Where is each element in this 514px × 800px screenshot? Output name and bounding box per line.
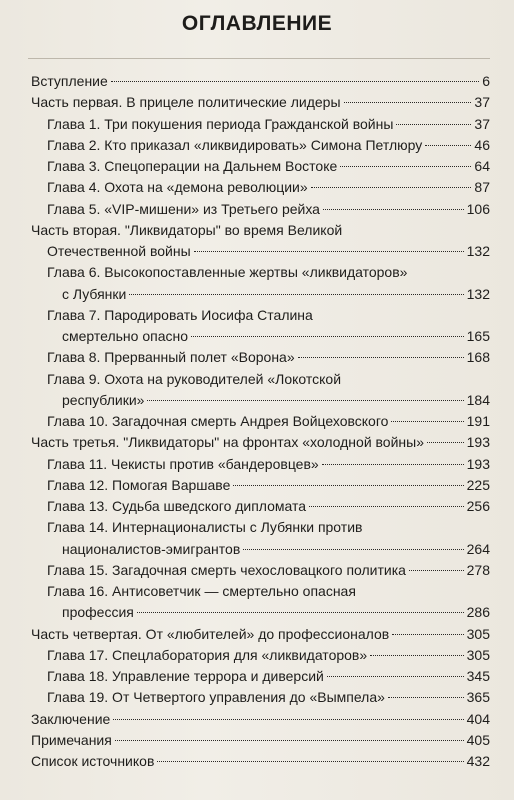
toc-page-number: 191 — [466, 413, 490, 429]
dot-leader — [323, 209, 464, 210]
toc-entry[interactable] — [0, 432, 514, 453]
toc-page-number: 405 — [466, 731, 490, 748]
toc-page-number: 264 — [466, 540, 490, 557]
toc-entry[interactable] — [0, 454, 514, 475]
toc-entry[interactable] — [0, 581, 514, 602]
toc-entry-title: Примечания — [31, 731, 112, 748]
toc-entry-title: Глава 15. Загадочная смерть чехословацкого политика — [47, 561, 406, 578]
dot-leader — [113, 719, 463, 720]
toc-page-number: 432 — [466, 753, 490, 769]
toc-entry-continuation[interactable] — [0, 284, 514, 305]
dot-leader — [322, 464, 464, 465]
toc-entry-title: Глава 13. Судьба шведского дипломата — [47, 498, 307, 514]
dot-leader — [147, 400, 463, 401]
dot-leader — [111, 81, 479, 82]
dot-leader — [129, 294, 463, 295]
toc-entry[interactable] — [0, 687, 514, 708]
toc-entry-title: республики» — [62, 391, 145, 408]
dot-leader — [392, 634, 463, 635]
divider — [28, 58, 490, 59]
toc-entry[interactable] — [0, 305, 514, 326]
toc-entry[interactable] — [0, 560, 514, 581]
toc-entry[interactable] — [0, 730, 514, 751]
toc-entry-title: Список источников — [31, 753, 155, 769]
dot-leader — [409, 570, 464, 571]
toc-page-number: 365 — [466, 689, 490, 706]
dot-leader — [191, 336, 464, 337]
toc-entry-title: Заключение — [31, 710, 111, 727]
toc-entry-continuation[interactable] — [0, 241, 514, 262]
toc-entry[interactable] — [0, 92, 514, 113]
toc-entry-title: Отечественной войны — [47, 243, 191, 259]
toc-page-number: 193 — [466, 455, 490, 472]
toc-entry-title: Глава 19. От Четвертого управления до «Вымпела» — [47, 689, 385, 706]
toc-entry-title: Глава 8. Прерванный полет «Ворона» — [47, 349, 295, 366]
toc-entry[interactable] — [0, 262, 514, 283]
toc-entry-title: Вступление — [31, 73, 108, 89]
toc-entry-title: Глава 6. Высокопоставленные жертвы «ликвидаторов» — [47, 264, 408, 281]
toc-entry[interactable] — [0, 71, 514, 92]
toc-page-number: 106 — [466, 200, 490, 217]
toc-entry[interactable] — [0, 156, 514, 177]
toc-entry[interactable] — [0, 517, 514, 538]
toc-page-number: 168 — [466, 349, 490, 366]
toc-entry[interactable] — [0, 347, 514, 368]
toc-page-number: 132 — [466, 285, 490, 302]
toc-page-number: 37 — [474, 115, 490, 132]
toc-entry-title: с Лубянки — [62, 285, 127, 302]
toc-page-number: 345 — [466, 668, 490, 684]
toc-entry-title: Глава 12. Помогая Варшаве — [47, 476, 231, 493]
toc-entry-title: Глава 1. Три покушения периода Гражданской войны — [47, 115, 394, 132]
toc-entry[interactable] — [0, 496, 514, 517]
dot-leader — [425, 145, 471, 146]
dot-leader — [340, 166, 471, 167]
toc-page-number: 46 — [474, 136, 490, 153]
toc-entry-continuation[interactable] — [0, 326, 514, 347]
toc-entry-title: Глава 3. Спецоперации на Дальнем Востоке — [47, 158, 338, 174]
dot-leader — [243, 549, 463, 550]
dot-leader — [396, 124, 471, 125]
dot-leader — [115, 740, 464, 741]
toc-entry-title: смертельно опасно — [62, 328, 189, 344]
toc-page-number: 165 — [466, 328, 490, 344]
toc-entry-continuation[interactable] — [0, 602, 514, 623]
dot-leader — [298, 357, 464, 358]
toc-entry[interactable] — [0, 475, 514, 496]
toc-entry-title: Глава 5. «VIP-мишени» из Третьего рейха — [47, 200, 320, 217]
toc-entry[interactable] — [0, 666, 514, 687]
dot-leader — [137, 612, 464, 613]
dot-leader — [309, 506, 464, 507]
toc-entry-title: Глава 9. Охота на руководителей «Локотской — [47, 370, 342, 387]
toc-entry[interactable] — [0, 411, 514, 432]
toc-page-number: 193 — [466, 434, 490, 451]
dot-leader — [391, 421, 463, 422]
toc-entry-title: Часть третья. "Ликвидаторы" на фронтах «холодной войны» — [31, 434, 424, 451]
toc-entry-title: профессия — [62, 604, 134, 621]
toc-entry-title: Глава 18. Управление террора и диверсий — [47, 668, 324, 684]
dot-leader — [194, 251, 464, 252]
toc-page-number: 286 — [466, 604, 490, 621]
toc-page-number: 256 — [466, 498, 490, 514]
toc-entry-title: Глава 7. Пародировать Иосифа Сталина — [47, 306, 313, 323]
toc-entry-title: Часть четвертая. От «любителей» до профессионалов — [31, 625, 390, 642]
toc-entry[interactable] — [0, 709, 514, 730]
toc-page-number: 6 — [482, 73, 490, 89]
toc-entry[interactable] — [0, 624, 514, 645]
toc-entry-title: Часть первая. В прицеле политические лидеры — [31, 94, 341, 111]
toc-page-number: 184 — [466, 391, 490, 408]
dot-leader — [427, 442, 464, 443]
toc-entry[interactable] — [0, 199, 514, 220]
table-of-contents — [0, 71, 514, 772]
dot-leader — [344, 102, 472, 103]
dot-leader — [370, 655, 463, 656]
toc-entry-title: Глава 11. Чекисты против «бандеровцев» — [47, 455, 319, 472]
dot-leader — [388, 697, 464, 698]
dot-leader — [233, 485, 463, 486]
toc-entry-title: националистов-эмигрантов — [62, 540, 241, 557]
toc-entry-title: Глава 10. Загадочная смерть Андрея Войцеховского — [47, 413, 389, 429]
toc-entry[interactable] — [0, 114, 514, 135]
page-title: ОГЛАВЛЕНИЕ — [181, 12, 333, 35]
toc-entry-title: Глава 17. Спецлаборатория для «ликвидаторов» — [47, 646, 368, 663]
toc-page-number: 225 — [466, 476, 490, 493]
toc-entry-continuation[interactable] — [0, 390, 514, 411]
toc-page-number: 278 — [466, 561, 490, 578]
dot-leader — [327, 676, 464, 677]
toc-page-number: 87 — [474, 179, 490, 196]
toc-entry-title: Глава 4. Охота на «демона революции» — [47, 179, 308, 196]
toc-entry-title: Глава 16. Антисоветчик — смертельно опасная — [47, 583, 356, 599]
dot-leader — [311, 187, 472, 188]
toc-page-number: 132 — [466, 243, 490, 259]
toc-entry[interactable] — [0, 645, 514, 666]
toc-entry[interactable] — [0, 751, 514, 772]
toc-entry[interactable] — [0, 135, 514, 156]
dot-leader — [157, 761, 463, 762]
toc-page-number: 305 — [466, 625, 490, 642]
toc-entry-continuation[interactable] — [0, 539, 514, 560]
toc-entry[interactable] — [0, 369, 514, 390]
toc-entry-title: Глава 14. Интернационалисты с Лубянки против — [47, 519, 363, 536]
toc-page-number: 37 — [474, 94, 490, 111]
toc-page-number: 404 — [466, 710, 490, 727]
toc-entry[interactable] — [0, 177, 514, 198]
toc-entry[interactable] — [0, 220, 514, 241]
toc-entry-title: Глава 2. Кто приказал «ликвидировать» Симона Петлюру — [47, 136, 423, 153]
toc-page-number: 305 — [466, 646, 490, 663]
toc-page-number: 64 — [474, 158, 490, 174]
toc-entry-title: Часть вторая. "Ликвидаторы" во время Великой — [31, 221, 343, 238]
